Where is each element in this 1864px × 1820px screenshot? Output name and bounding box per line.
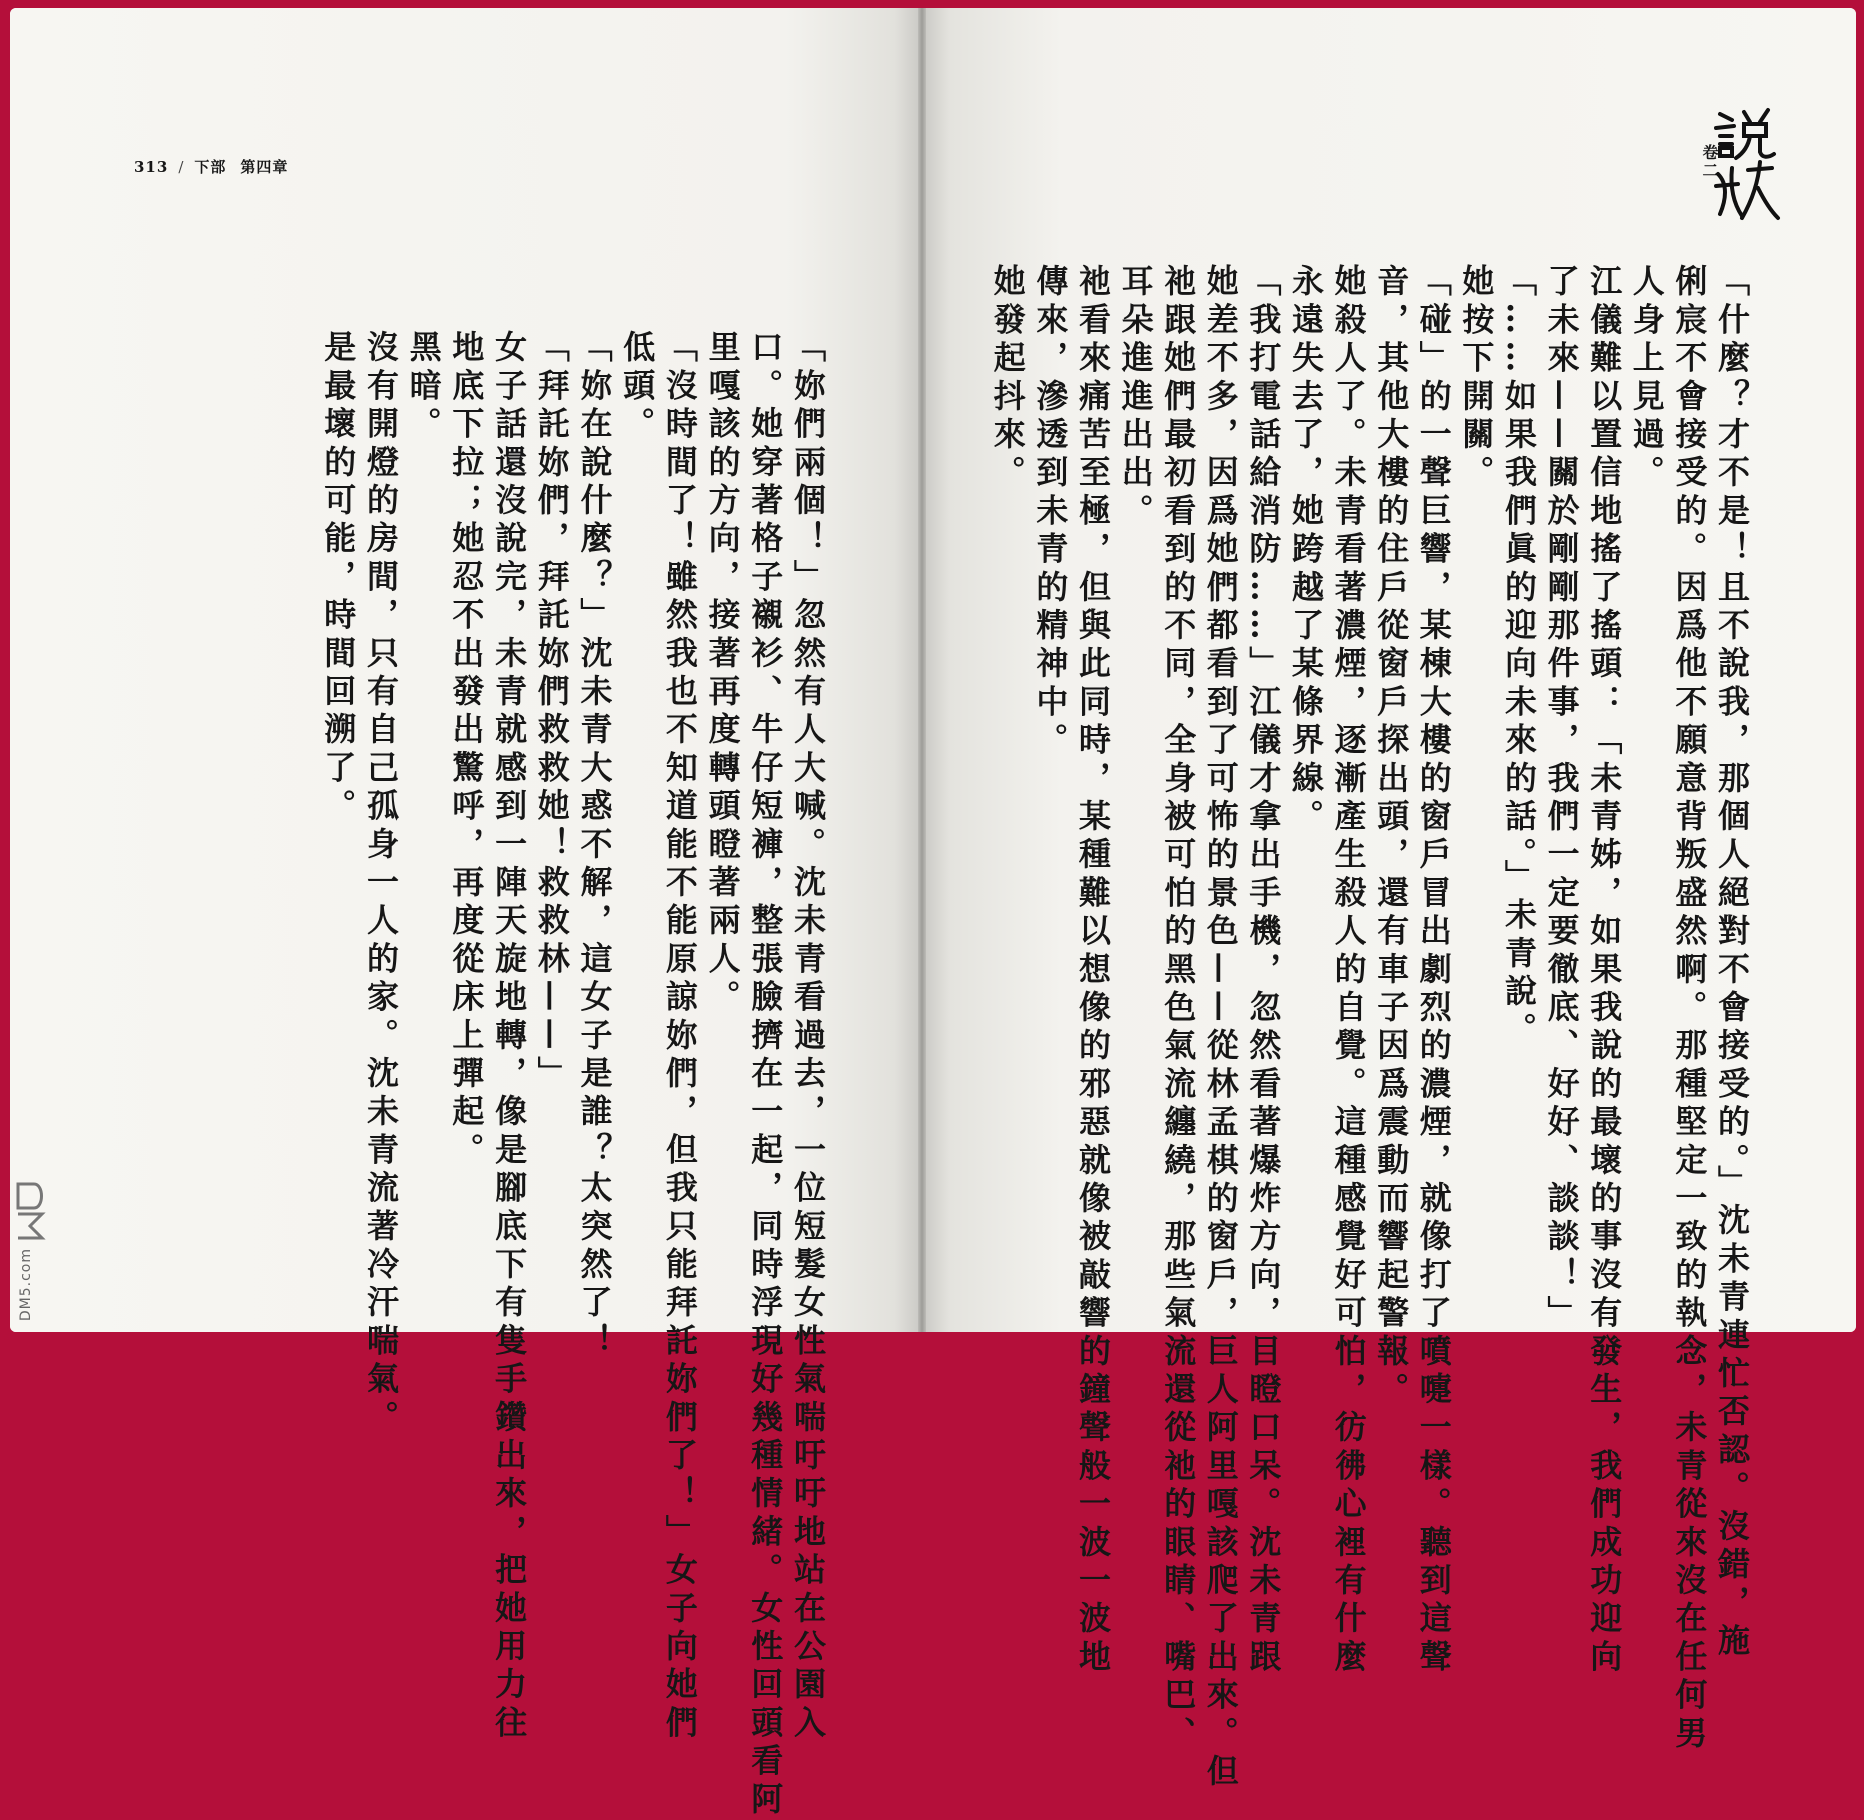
right-page-text-column: 耳朵進進出出。 [1116, 264, 1155, 532]
left-page-text-column: 低頭。 [618, 330, 657, 445]
right-page-text-column: 「什麼？才不是！且不說我，那個人絕對不會接受的。」沈未青連忙否認。沒錯，施 [1713, 264, 1751, 1662]
right-page-text-column: 「碰」的一聲巨響，某棟大樓的窗戶冒出劇烈的濃煙，就像打了噴嚏一樣。聽到這聲 [1414, 264, 1453, 1678]
right-page-text-column: 「我打電話給消防……」江儀才拿出手機，忽然看著爆炸方向，目瞪口呆。沈未青跟 [1244, 264, 1283, 1678]
watermark-text: DM5.com [18, 1248, 34, 1322]
left-page-text-column: 「妳在說什麼？」沈未青大惑不解，這女子是誰？太突然了！ [575, 330, 614, 1362]
watermark [14, 1178, 54, 1328]
watermark-logo-icon [14, 1178, 50, 1248]
left-page-text-column: 沒有開燈的房間，只有自己孤身一人的家。沈未青流著冷汗喘氣。 [362, 330, 400, 1438]
right-page-text-column: 音，其他大樓的住戶從窗戶探出頭，還有車子因爲震動而響起警報。 [1372, 264, 1411, 1410]
right-page-text-column: 江儀難以置信地搖了搖頭：「未青姊，如果我說的最壞的事沒有發生，我們成功迎向 [1585, 264, 1624, 1678]
header-part: 下部 [194, 158, 227, 176]
right-page-text-column: 「……如果我們眞的迎向未來的話。」未青說。 [1500, 264, 1538, 1051]
left-page-text-column: 黑暗。 [404, 330, 443, 445]
right-page-text-column: 祂看來痛苦至極，但與此同時，某種難以想像的邪惡就像被敲響的鐘聲般一波一波地 [1074, 264, 1112, 1678]
left-page-text-column: 是最壞的可能，時間回溯了。 [319, 330, 358, 827]
right-page-text-column: 她殺人了。未青看著濃煙，逐漸產生殺人的自覺。這種感覺好可怕，彷彿心裡有什麼 [1329, 264, 1368, 1678]
left-page-text-column: 地底下拉；她忍不出發出驚呼，再度從床上彈起。 [447, 330, 486, 1171]
right-page-text-column: 她發起抖來。 [988, 264, 1027, 494]
page-number: 313 [134, 158, 169, 176]
right-page-text-column: 俐宸不會接受的。因爲他不願意背叛盛然啊。那種堅定一致的執念，未青從來沒在任何男 [1670, 264, 1709, 1754]
left-page-text-column: 里嘎該的方向，接著再度轉頭瞪著兩人。 [703, 330, 742, 1018]
left-page-text-column: 「妳們兩個！」忽然有人大喊。沈未青看過去，一位短髮女性氣喘吁吁地站在公園入 [789, 330, 827, 1744]
volume-label: 卷二 [1700, 144, 1719, 180]
left-page-text-column: 「拜託妳們，拜託妳們救救她！救救林——」 [532, 330, 571, 1094]
right-page-text-column: 她按下開關。 [1457, 264, 1496, 494]
right-page-text-column: 了未來——關於剛剛那件事，我們一定要徹底、好好、談談！」 [1542, 264, 1581, 1334]
left-page-text-column: 口。她穿著格子襯衫、牛仔短褲，整張臉擠在一起，同時浮現好幾種情緒。女性回頭看阿 [746, 330, 785, 1820]
book-gutter [918, 8, 926, 1332]
title-calligraphy-mark [1690, 104, 1780, 224]
right-page-text-column: 人身上見過。 [1627, 264, 1666, 494]
left-page-text-column: 女子話還沒說完，未青就感到一陣天旋地轉，像是腳底下有隻手鑽出來，把她用力往 [490, 330, 529, 1744]
title-calligraphy-icon [1712, 104, 1782, 224]
right-page-text-column: 永遠失去了，她跨越了某條界線。 [1287, 264, 1325, 837]
header-chapter: 第四章 [240, 158, 289, 176]
right-page-text-column: 她差不多，因爲她們都看到了可怖的景色——從林孟棋的窗戶，巨人阿里嘎該爬了出來。但 [1201, 264, 1240, 1792]
running-header [134, 156, 288, 177]
right-page-text-column: 祂跟她們最初看到的不同，全身被可怕的黑色氣流纏繞，那些氣流還從祂的眼睛、嘴巴、 [1159, 264, 1198, 1754]
right-page-text-column: 傳來，滲透到未青的精神中。 [1031, 264, 1070, 761]
header-separator: / [178, 158, 185, 176]
left-page-text-column: 「沒時間了！雖然我也不知道能不能原諒妳們，但我只能拜託妳們了！」女子向她們 [660, 330, 699, 1744]
